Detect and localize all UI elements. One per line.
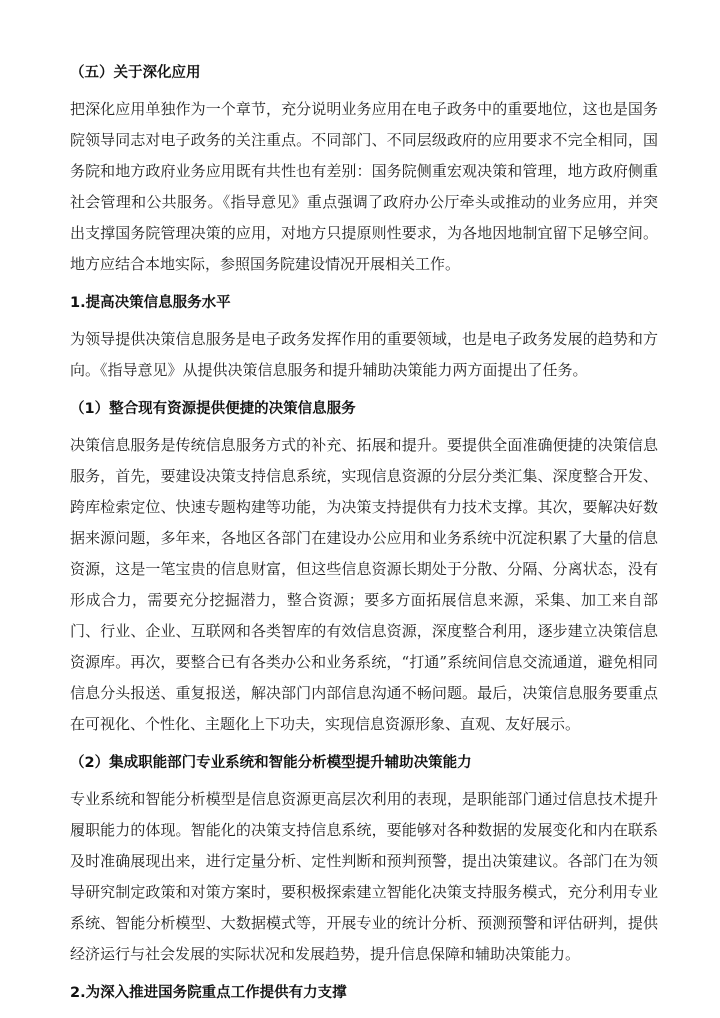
- subsection-paragraph-1: 为领导提供决策信息服务是电子政务发挥作用的重要领域，也是电子政务发展的趋势和方向。《指导意见》从提供决策信息服务和提升辅助决策能力两方面提出了任务。: [70, 330, 658, 379]
- subsection-heading-2: 2.为深入推进国务院重点工作提供有力支撑: [70, 985, 347, 1001]
- subsection-heading-1: 1.提高决策信息服务水平: [70, 295, 231, 311]
- section-paragraph-5: 把深化应用单独作为一个章节，充分说明业务应用在电子政务中的重要地位，这也是国务院领导同志对电子政务的关注重点。不同部门、不同层级政府的应用要求不完全相同，国务院和地方政府业务应用既有共性也有差别：国务院侧重宏观决策和管理，地方政府侧重社会管理和公共服务。《指导意见》重点强调了政府办公厅牵头或推动的业务应用，并突出支撑国务院管理决策的应用，对地方只提原则性要求，为各地因地制宜留下足够空间。地方应结合本地实际，参照国务院建设情况开展相关工作。: [70, 100, 658, 273]
- section-heading-5: （五）关于深化应用: [70, 65, 201, 81]
- item-paragraph-1: 决策信息服务是传统信息服务方式的补充、拓展和提升。要提供全面准确便捷的决策信息服务，首先，要建设决策支持信息系统，实现信息资源的分层分类汇集、深度整合开发、跨库检索定位、快速专题构建等功能，为决策支持提供有力技术支撑。其次，要解决好数据来源问题，多年来，各地区各部门在建设办公应用和业务系统中沉淀积累了大量的信息资源，这是一笔宝贵的信息财富，但这些信息资源长期处于分散、分隔、分离状态，没有形成合力，需要充分挖掘潜力，整合资源；要多方面拓展信息来源，采集、加工来自部门、行业、企业、互联网和各类智库的有效信息资源，深度整合利用，逐步建立决策信息资源库。再次，要整合已有各类办公和业务系统，“打通”系统间信息交流通道，避免相同信息分头报送、重复报送，解决部门内部信息沟通不畅问题。最后，决策信息服务要重点在可视化、个性化、主题化上下功夫，实现信息资源形象、直观、友好展示。: [70, 436, 658, 733]
- item-paragraph-2: 专业系统和智能分析模型是信息资源更高层次利用的表现，是职能部门通过信息技术提升履职能力的体现。智能化的决策支持信息系统，要能够对各种数据的发展变化和内在联系及时准确展现出来，进行定量分析、定性判断和预判预警，提出决策建议。各部门在为领导研究制定政策和对策方案时，要积极探索建立智能化决策支持服务模式，充分利用专业系统、智能分析模型、大数据模式等，开展专业的统计分析、预测预警和评估研判，提供经济运行与社会发展的实际状况和发展趋势，提升信息保障和辅助决策能力。: [70, 790, 658, 963]
- document-page: [70, 62, 658, 1004]
- item-heading-2: （2）集成职能部门专业系统和智能分析模型提升辅助决策能力: [70, 755, 472, 771]
- item-heading-1: （1）整合现有资源提供便捷的决策信息服务: [70, 401, 356, 417]
